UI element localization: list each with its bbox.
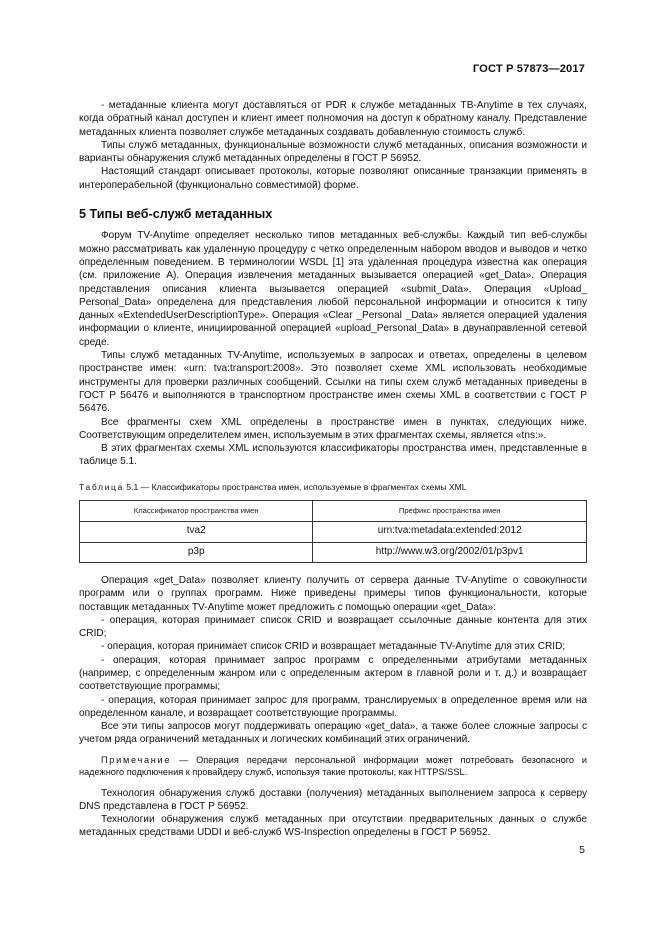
page-body (79, 99, 587, 840)
column-header: Префикс пространства имен (313, 501, 587, 522)
table-cell: urn:tva:metadata:extended:2012 (313, 522, 587, 542)
body-paragraph: Технологии обнаружения служб метаданных при отсутствии предварительных данных о службе метаданных средствами UDDI и веб-служб WS-Inspection определены в ГОСТ Р 56952. (79, 814, 587, 839)
standard-header: ГОСТ Р 57873—2017 (472, 63, 585, 75)
page-number: 5 (579, 844, 585, 856)
table-row (80, 522, 587, 542)
list-item: - операция, которая принимает запрос программ с определенными атрибутами метаданных (например, с определенным жанром или с определенным актером в главной роли и т. д.) и возвращает соответствующие программы; (79, 654, 587, 693)
table-caption-label: Таблица (79, 481, 124, 492)
list-item: - операция, которая принимает запрос для программ, транслируемых в определенное время или на определенном канале, и возвращает соответствующие программы. (79, 694, 587, 719)
table-header-row (80, 501, 587, 522)
section-paragraph: Форум TV-Anytime определяет несколько типов метаданных веб-службы. Каждый тип веб-службы можно рассматривать как удаленную процедуру с четко определенным набором вводов и выводов и четко определенным поведением. В терминологии WSDL [1] эта удаленная процедура известна как операция (см. приложение А). Операция извлечения метаданных вызывается операцией «get_Data». Операция представления описания клиента вызывается операцией «submit_Data». Операция «Upload_ Personal_Data» определена для представления любой персональной информации и относится к типу данных «ExtendedUserDescriptionType». Операция «Clear _Personal _Data» является операцией удаления информации о клиенте, инициированной операцией «upload_Personal_Data» в двунаправленной сетевой среде. (79, 230, 587, 348)
intro-paragraph: Настоящий стандарт описывает протоколы, которые позволяют описанные транзакции применять в интероперабельной (функционально совместимой) форме. (79, 166, 587, 191)
section-paragraph: Типы служб метаданных TV-Anytime, используемых в запросах и ответах, определены в целевом пространстве имен: «urn: tva:transport:2008». Это позволяет схеме XML использовать необходимые инструменты для проверки различных сообщений. Ссылки на типы схем служб метаданных приведены в ГОСТ Р 56476 и выполняются в транспортном пространстве имен схемы XML в соответствии с ГОСТ Р 56476. (79, 350, 587, 415)
table-cell: http://www.w3.org/2002/01/p3pv1 (313, 542, 587, 562)
table-caption (79, 481, 587, 494)
body-paragraph: Технология обнаружения служб доставки (получения) метаданных выполнением запроса к серверу DNS представлена в ГОСТ Р 56952. (79, 787, 587, 812)
note-text: — Операция передачи персональной информации может потребовать безопасного и надежного подключения к провайдеру служб, используя такие протоколы, как HTTPS/SSL. (79, 754, 587, 778)
list-item: - операция, которая принимает список CRID и возвращает метаданные TV-Anytime для этих CRID; (101, 641, 566, 653)
note (79, 754, 587, 779)
table-cell: p3p (80, 542, 313, 562)
note-label: Примечание (101, 754, 172, 765)
body-paragraph: Все эти типы запросов могут поддерживать операцию «get_data», а также более сложные запросы с учетом ряда ограничений метаданных и логических комбинаций этих ограничений. (79, 721, 587, 746)
table-caption-text: 5.1 — Классификаторы пространства имен, используемые в фрагментах схемы XML (126, 481, 467, 492)
table-row (80, 542, 587, 562)
table-cell: tva2 (80, 522, 313, 542)
list-item: - операция, которая принимает список CRID и возвращает ссылочные данные контента для этих CRID; (79, 614, 587, 640)
intro-paragraph: - метаданные клиента могут доставляться от PDR к службе метаданных TB-Anytime в тех случаях, когда обратный канал доступен и клиент имеет полномочия на доступ к обратному каналу. Представление метаданных клиента позволяет службе метаданных создавать добавленную стоимость служб. (79, 100, 587, 138)
section-paragraph: Все фрагменты схем XML определены в пространстве имен в пунктах, следующих ниже. Соответствующим определителем имен, используемым в этих фрагментах схемы, является «tns:». (79, 416, 587, 441)
section-heading: 5 Типы веб-служб метаданных (79, 207, 273, 222)
namespace-table (79, 500, 587, 563)
section-paragraph: В этих фрагментах схемы XML используются классификаторы пространства имен, представленные в таблице 5.1. (79, 443, 587, 468)
column-header: Классификатор пространства имен (80, 501, 313, 522)
intro-paragraph: Типы служб метаданных, функциональные возможности служб метаданных, описания возможности и варианты обнаружения служб метаданных определены в ГОСТ Р 56952. (79, 139, 587, 165)
body-paragraph: Операция «get_Data» позволяет клиенту получить от сервера данные TV-Anytime о совокупности программ или о группах программ. Ниже приведены примеры типов функциональности, которые поставщик метаданных TV-Anytime может предложить с помощью операции «get_Data»: (79, 574, 587, 613)
